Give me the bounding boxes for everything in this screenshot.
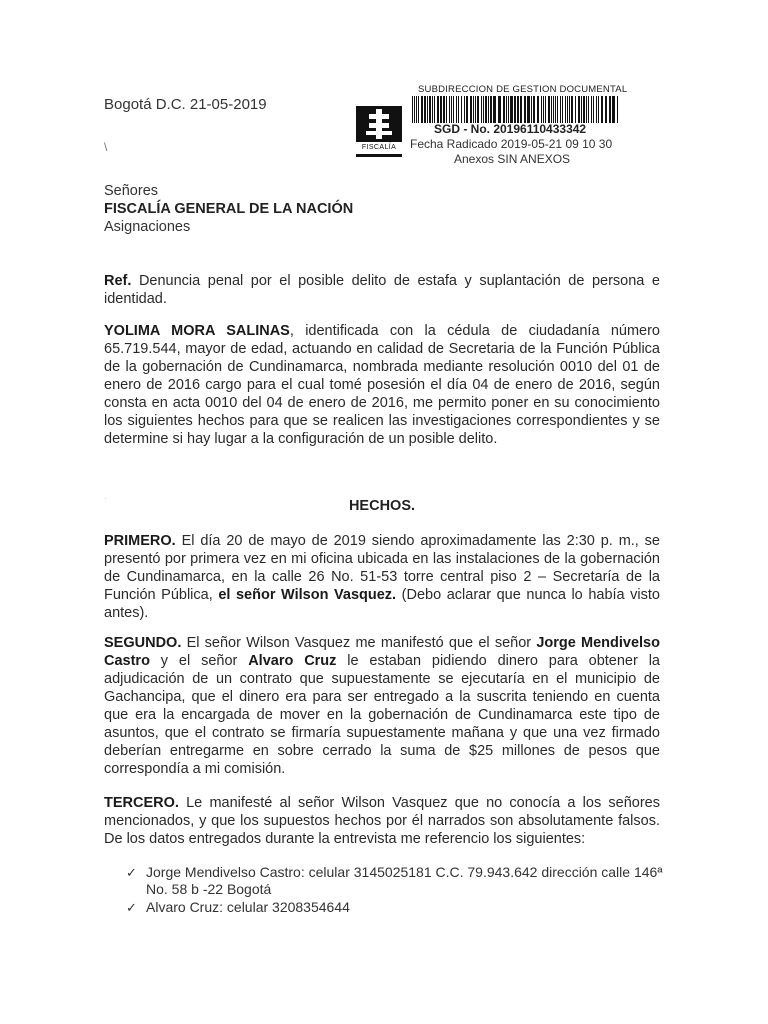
fact-second-text-c: y el señor bbox=[149, 653, 249, 669]
contact-text: Jorge Mendivelso Castro: celular 3145025181 C.C. 79.943.642 dirección calle 146ª No. 58 b -22 Bogotá bbox=[146, 864, 663, 897]
addressee-block bbox=[104, 182, 353, 236]
addressee-department: Asignaciones bbox=[104, 219, 191, 235]
barcode-bar bbox=[575, 96, 576, 123]
barcode-bar bbox=[514, 96, 516, 123]
barcode-bar bbox=[451, 96, 452, 123]
logo-bar bbox=[356, 154, 402, 157]
barcode-bar bbox=[443, 96, 445, 123]
barcode-bar bbox=[458, 96, 459, 123]
barcode-bar bbox=[524, 96, 526, 123]
intro-paragraph bbox=[104, 322, 660, 448]
barcode-bar bbox=[596, 96, 597, 123]
stamp-department: SUBDIRECCION DE GESTION DOCUMENTAL bbox=[418, 84, 628, 95]
barcode-bar bbox=[481, 96, 482, 123]
barcode-bar bbox=[520, 96, 522, 123]
fact-second-text-a: El señor Wilson Vasquez me manifestó que el señor bbox=[181, 635, 537, 651]
fact-first-label: PRIMERO. bbox=[104, 533, 176, 549]
reference-label: Ref. bbox=[104, 273, 132, 289]
barcode-bar bbox=[477, 96, 479, 123]
barcode-bar bbox=[429, 96, 431, 123]
scan-speck: · bbox=[104, 494, 107, 503]
complainant-name: YOLIMA MORA SALINAS bbox=[104, 323, 290, 339]
barcode-bar bbox=[485, 96, 487, 123]
radicado-attachments: Anexos SIN ANEXOS bbox=[454, 152, 571, 166]
barcode-bar bbox=[449, 96, 450, 123]
barcode-bar bbox=[503, 96, 505, 123]
fact-second bbox=[104, 634, 660, 778]
barcode-bar bbox=[416, 96, 417, 123]
barcode-bar bbox=[586, 96, 587, 123]
barcode-bar bbox=[609, 96, 611, 123]
barcode-bar bbox=[583, 96, 585, 123]
barcode-bar bbox=[412, 96, 413, 123]
barcode-bar bbox=[581, 96, 582, 123]
barcode-bar bbox=[414, 96, 415, 123]
barcode-bar bbox=[475, 96, 476, 123]
barcode-bar bbox=[553, 96, 554, 123]
barcode-bar bbox=[446, 96, 447, 123]
fiscalia-logo-icon bbox=[356, 106, 402, 142]
fact-second-text-e: le estaban pidiendo dinero para obtener la adjudicación de un contrato que supuestamente se ejecutaría en el municipio de Gachancipa, que el dinero era para ser entregado a la suscrita teniendo en cuenta que era la encargada de mover en la gobernación de Cundinamarca este tipo de asuntos, que el contrato se firmaría supuestamente mañana y que una vez firmado deberían entregarme en sobre cerrado la suma de $25 millones de pesos que correspondía a mi comisión. bbox=[104, 653, 660, 777]
barcode-bar bbox=[466, 96, 468, 123]
barcode-bar bbox=[461, 96, 462, 123]
barcode-bar bbox=[453, 96, 454, 123]
barcode-bar bbox=[557, 96, 558, 123]
barcode-bar bbox=[567, 96, 568, 123]
logo-label: FISCALÍA bbox=[361, 144, 397, 151]
fact-first-bold: el señor Wilson Vasquez. bbox=[218, 587, 397, 603]
section-heading: HECHOS. bbox=[348, 498, 416, 514]
barcode-bar bbox=[493, 96, 496, 123]
barcode-bar bbox=[517, 96, 519, 123]
barcode-bar bbox=[591, 96, 592, 123]
fact-first-text-c: (Debo aclarar que nunca lo había visto antes). bbox=[104, 587, 660, 621]
barcode-bar bbox=[537, 96, 539, 123]
barcode-bar bbox=[598, 96, 599, 123]
radicado-date: Fecha Radicado 2019-05-21 09 10 30 bbox=[410, 137, 613, 151]
barcode-bar bbox=[424, 96, 426, 123]
fact-third-text: Le manifesté al señor Wilson Vasquez que no conocía a los señores mencionados, y que los supuestos hechos por él narrados son absolutamente falsos. De los datos entregados durante la entrevista me referencio los siguientes: bbox=[104, 795, 660, 847]
barcode-bar bbox=[434, 96, 435, 123]
barcode bbox=[412, 96, 622, 123]
contact-text: Alvaro Cruz: celular 3208354644 bbox=[146, 899, 350, 915]
barcode-bar bbox=[470, 96, 472, 123]
barcode-bar bbox=[432, 96, 433, 123]
fact-second-bold-d: Alvaro Cruz bbox=[248, 653, 337, 669]
barcode-bar bbox=[464, 96, 465, 123]
barcode-bar bbox=[533, 96, 535, 123]
barcode-bar bbox=[588, 96, 589, 123]
barcode-bar bbox=[541, 96, 542, 123]
barcode-bar bbox=[510, 96, 513, 123]
intro-text: , identificada con la cédula de ciudadanía número 65.719.544, mayor de edad, actuando en calidad de Secretaria de la Función Pública de la gobernación de Cundinamarca, nombrada mediante resolución 0010 del 01 de enero de 2016 cargo para el cual tomé posesión el día 04 de enero de 2016, según consta en acta 0010 del 04 de enero de 2016, me permito poner en su conocimiento los siguientes hechos para que se realicen las investigaciones correspondientes y se determine si hay lugar a la configuración de un posible delito. bbox=[104, 323, 660, 447]
place-date: Bogotá D.C. 21-05-2019 bbox=[104, 96, 267, 113]
barcode-bar bbox=[473, 96, 474, 123]
barcode-bar bbox=[601, 96, 603, 123]
fact-second-label: SEGUNDO. bbox=[104, 635, 182, 651]
scan-mark: \ bbox=[104, 140, 108, 154]
barcode-bar bbox=[508, 96, 509, 123]
barcode-bar bbox=[427, 96, 428, 123]
barcode-bar bbox=[551, 96, 552, 123]
barcode-bar bbox=[555, 96, 556, 123]
list-item bbox=[126, 899, 666, 916]
barcode-bar bbox=[527, 96, 530, 123]
radicado-number: SGD - No. 20196110433342 bbox=[434, 122, 587, 136]
fact-third bbox=[104, 794, 660, 848]
fact-second-bold-b: Jorge Mendivelso Castro bbox=[104, 635, 660, 669]
barcode-bar bbox=[506, 96, 507, 123]
list-item bbox=[126, 864, 666, 898]
barcode-bar bbox=[490, 96, 492, 123]
barcode-bar bbox=[483, 96, 484, 123]
barcode-bar bbox=[543, 96, 544, 123]
barcode-bar bbox=[488, 96, 489, 123]
barcode-bar bbox=[440, 96, 442, 123]
barcode-bar bbox=[593, 96, 594, 123]
fact-first-text-a: El día 20 de mayo de 2019 siendo aproximadamente las 2:30 p. m., se presentó por primera vez en mi oficina ubicada en las instalaciones de la gobernación de Cundinamarca, en la calle 26 No. 51-53 torre central piso 2 – Secretaría de la Función Pública, bbox=[104, 533, 660, 603]
barcode-bar bbox=[612, 96, 615, 123]
barcode-bar bbox=[578, 96, 580, 123]
barcode-bar bbox=[545, 96, 546, 123]
barcode-bar bbox=[571, 96, 573, 123]
barcode-bar bbox=[456, 96, 457, 123]
barcode-bar bbox=[569, 96, 570, 123]
barcode-bar bbox=[421, 96, 423, 123]
check-icon: ✓ bbox=[126, 900, 137, 915]
barcode-bar bbox=[560, 96, 561, 123]
salutation: Señores bbox=[104, 183, 159, 199]
barcode-bar bbox=[418, 96, 419, 123]
barcode-bar bbox=[498, 96, 501, 123]
addressee-organization: FISCALÍA GENERAL DE LA NACIÓN bbox=[104, 201, 354, 217]
reference-text: Denuncia penal por el posible delito de estafa y suplantación de persona e identidad. bbox=[104, 273, 660, 307]
reference-paragraph bbox=[104, 272, 660, 308]
fact-third-label: TERCERO. bbox=[104, 795, 179, 811]
barcode-bar bbox=[617, 96, 618, 123]
filing-stamp bbox=[354, 84, 644, 174]
barcode-bar bbox=[531, 96, 532, 123]
contacts-list bbox=[126, 864, 666, 917]
barcode-bar bbox=[548, 96, 550, 123]
fact-first bbox=[104, 532, 660, 622]
barcode-bar bbox=[562, 96, 563, 123]
barcode-bar bbox=[565, 96, 566, 123]
barcode-bar bbox=[437, 96, 439, 123]
barcode-bar bbox=[605, 96, 607, 123]
check-icon: ✓ bbox=[126, 865, 137, 880]
